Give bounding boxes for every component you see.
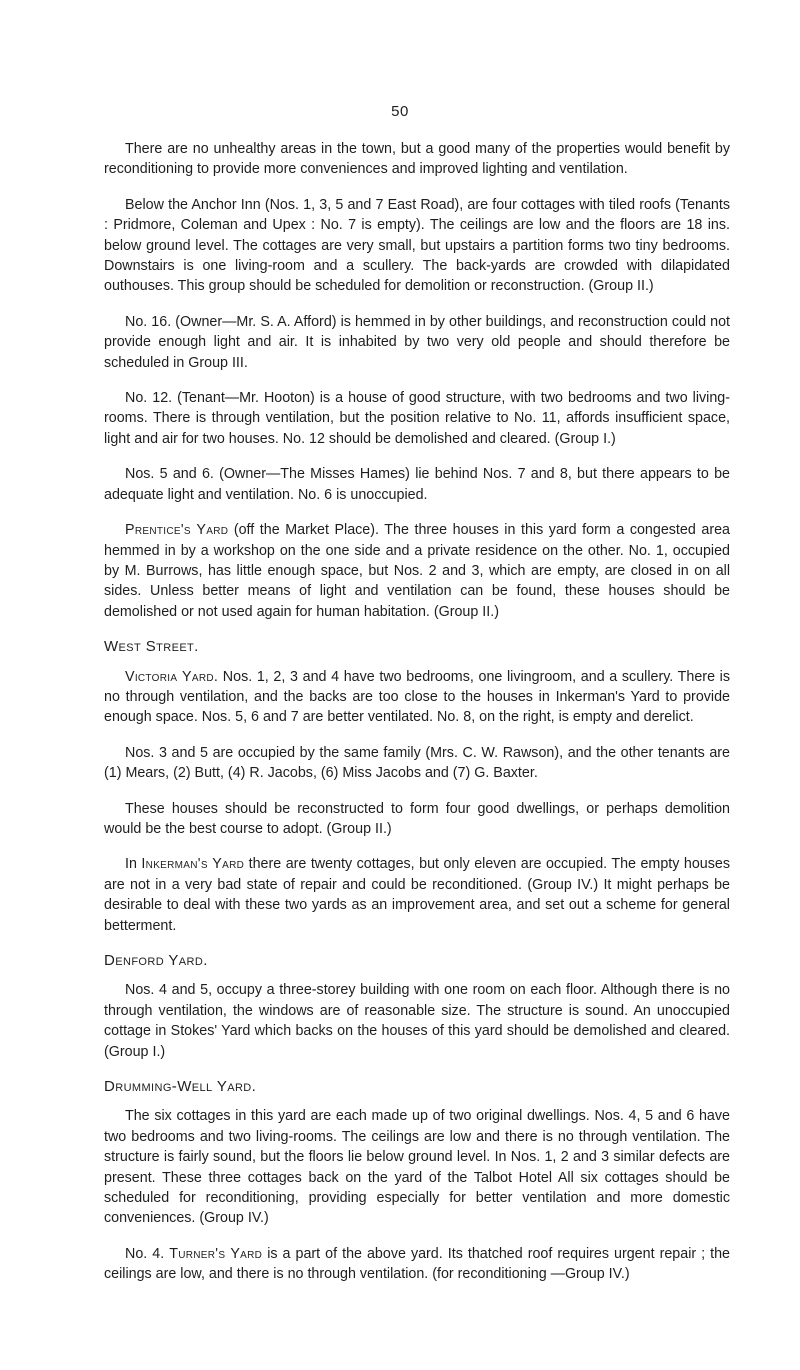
document-body [104, 139, 730, 1300]
turners-yard-text: is a part of the above yard. Its thatched roof requires urgent repair ; the ceilings are low, and there is no through ventilation. (for reconditioning —Group IV.) [104, 1245, 730, 1283]
paragraph-no-16: No. 16. (Owner—Mr. S. A. Afford) is hemmed in by other buildings, and reconstruction could not provide enough light and air. It is inhabited by two very old people and should therefore be scheduled in Group III. [104, 313, 730, 371]
paragraph-denford-yard: Nos. 4 and 5, occupy a three-storey building with one room on each floor. Although there is no through ventilation, the windows are of reasonable size. The structure is sound. An unoccupied cottage in Stokes' Yard which backs on the houses of this yard should be demolished and cleared. (Group I.) [104, 982, 730, 1060]
paragraph-victoria-yard [104, 667, 730, 728]
paragraph-turners-yard [104, 1244, 730, 1285]
paragraph-anchor-inn: Below the Anchor Inn (Nos. 1, 3, 5 and 7 East Road), are four cottages with tiled roofs (Tenants : Pridmore, Coleman and Upex : No. 7 is empty). The ceilings are low and the floors are 18 ins. below ground level. The cottages are very small, but upstairs a partition forms two tiny bedrooms. Downstairs is one living-room and a scullery. The back-yards are crowded with dilapidated outhouses. This group should be scheduled for demolition or reconstruction. (Group II.) [104, 196, 730, 295]
victoria-yard-text: Nos. 1, 2, 3 and 4 have two bedrooms, one livingroom, and a scullery. There is no through ventilation, and the backs are too close to the houses in Inkerman's Yard to provide enough space. Nos. 5, 6 and 7 are better ventilated. No. 8, on the right, is empty and derelict. [104, 668, 731, 726]
inkermans-yard-label: Inkerman's Yard [141, 856, 245, 873]
turners-yard-prefix: No. 4. [125, 1245, 170, 1262]
inkermans-yard-text: there are twenty cottages, but only eleven are occupied. The empty houses are not in a very bad state of repair and could be reconditioned. (Group IV.) It might perhaps be desirable to deal with these two yards as an improvement area, and set out a scheme for general betterment. [104, 856, 730, 934]
paragraph-no-12: No. 12. (Tenant—Mr. Hooton) is a house of good structure, with two bedrooms and two living-rooms. There is through ventilation, but the position relative to No. 11, affords insufficient space, light and air for two houses. No. 12 should be demolished and cleared. (Group I.) [104, 390, 730, 447]
paragraph-reconstruction: These houses should be reconstructed to form four good dwellings, or perhaps demolition would be the best course to adopt. (Group II.) [104, 800, 730, 837]
paragraph-inkermans-yard [104, 854, 730, 936]
prentices-yard-text: (off the Market Place). The three houses in this yard form a congested area hemmed in by a workshop on the one side and a private residence on the other. No. 1, occupied by M. Burrows, has little enough space, but Nos. 2 and 3, which are empty, are closed in on all sides. Unless better means of light and ventilation can be found, these houses should be demolished or not used again for human habitation. (Group II.) [104, 522, 730, 620]
inkermans-yard-prefix: In [125, 856, 142, 873]
page-number: 50 [391, 103, 409, 120]
paragraph-nos-5-6: Nos. 5 and 6. (Owner—The Misses Hames) lie behind Nos. 7 and 8, but there appears to be adequate light and ventilation. No. 6 is unoccupied. [104, 466, 730, 503]
victoria-yard-label: Victoria Yard. [125, 668, 219, 685]
prentices-yard-label: Prentice's Yard [125, 522, 229, 539]
paragraph-unhealthy-areas: There are no unhealthy areas in the town, but a good many of the properties would benefit by reconditioning to provide more conveniences and improved lighting and ventilation. [104, 141, 730, 178]
paragraph-prentices-yard [104, 520, 730, 622]
paragraph-drumming-well-yard: The six cottages in this yard are each made up of two original dwellings. Nos. 4, 5 and 6 have two bedrooms and two living-rooms. The ceilings are low and there is no through ventilation. The structure is fairly sound, but the floors lie below ground level. In Nos. 1, 2 and 3 similar defects are present. These three cottages back on the yard of the Talbot Hotel All six cottages should be scheduled for reconditioning, providing especially for better ventilation and more domestic conveniences. (Group IV.) [104, 1108, 730, 1227]
paragraph-tenants: Nos. 3 and 5 are occupied by the same family (Mrs. C. W. Rawson), and the other tenants are (1) Mears, (2) Butt, (4) R. Jacobs, (6) Miss Jacobs and (7) G. Baxter. [104, 744, 730, 782]
turners-yard-label: Turner's Yard [169, 1245, 263, 1262]
heading-drumming-well-yard: Drumming-Well Yard. [104, 1078, 257, 1096]
heading-west-street: West Street. [104, 638, 199, 656]
heading-denford-yard: Denford Yard. [104, 952, 208, 969]
